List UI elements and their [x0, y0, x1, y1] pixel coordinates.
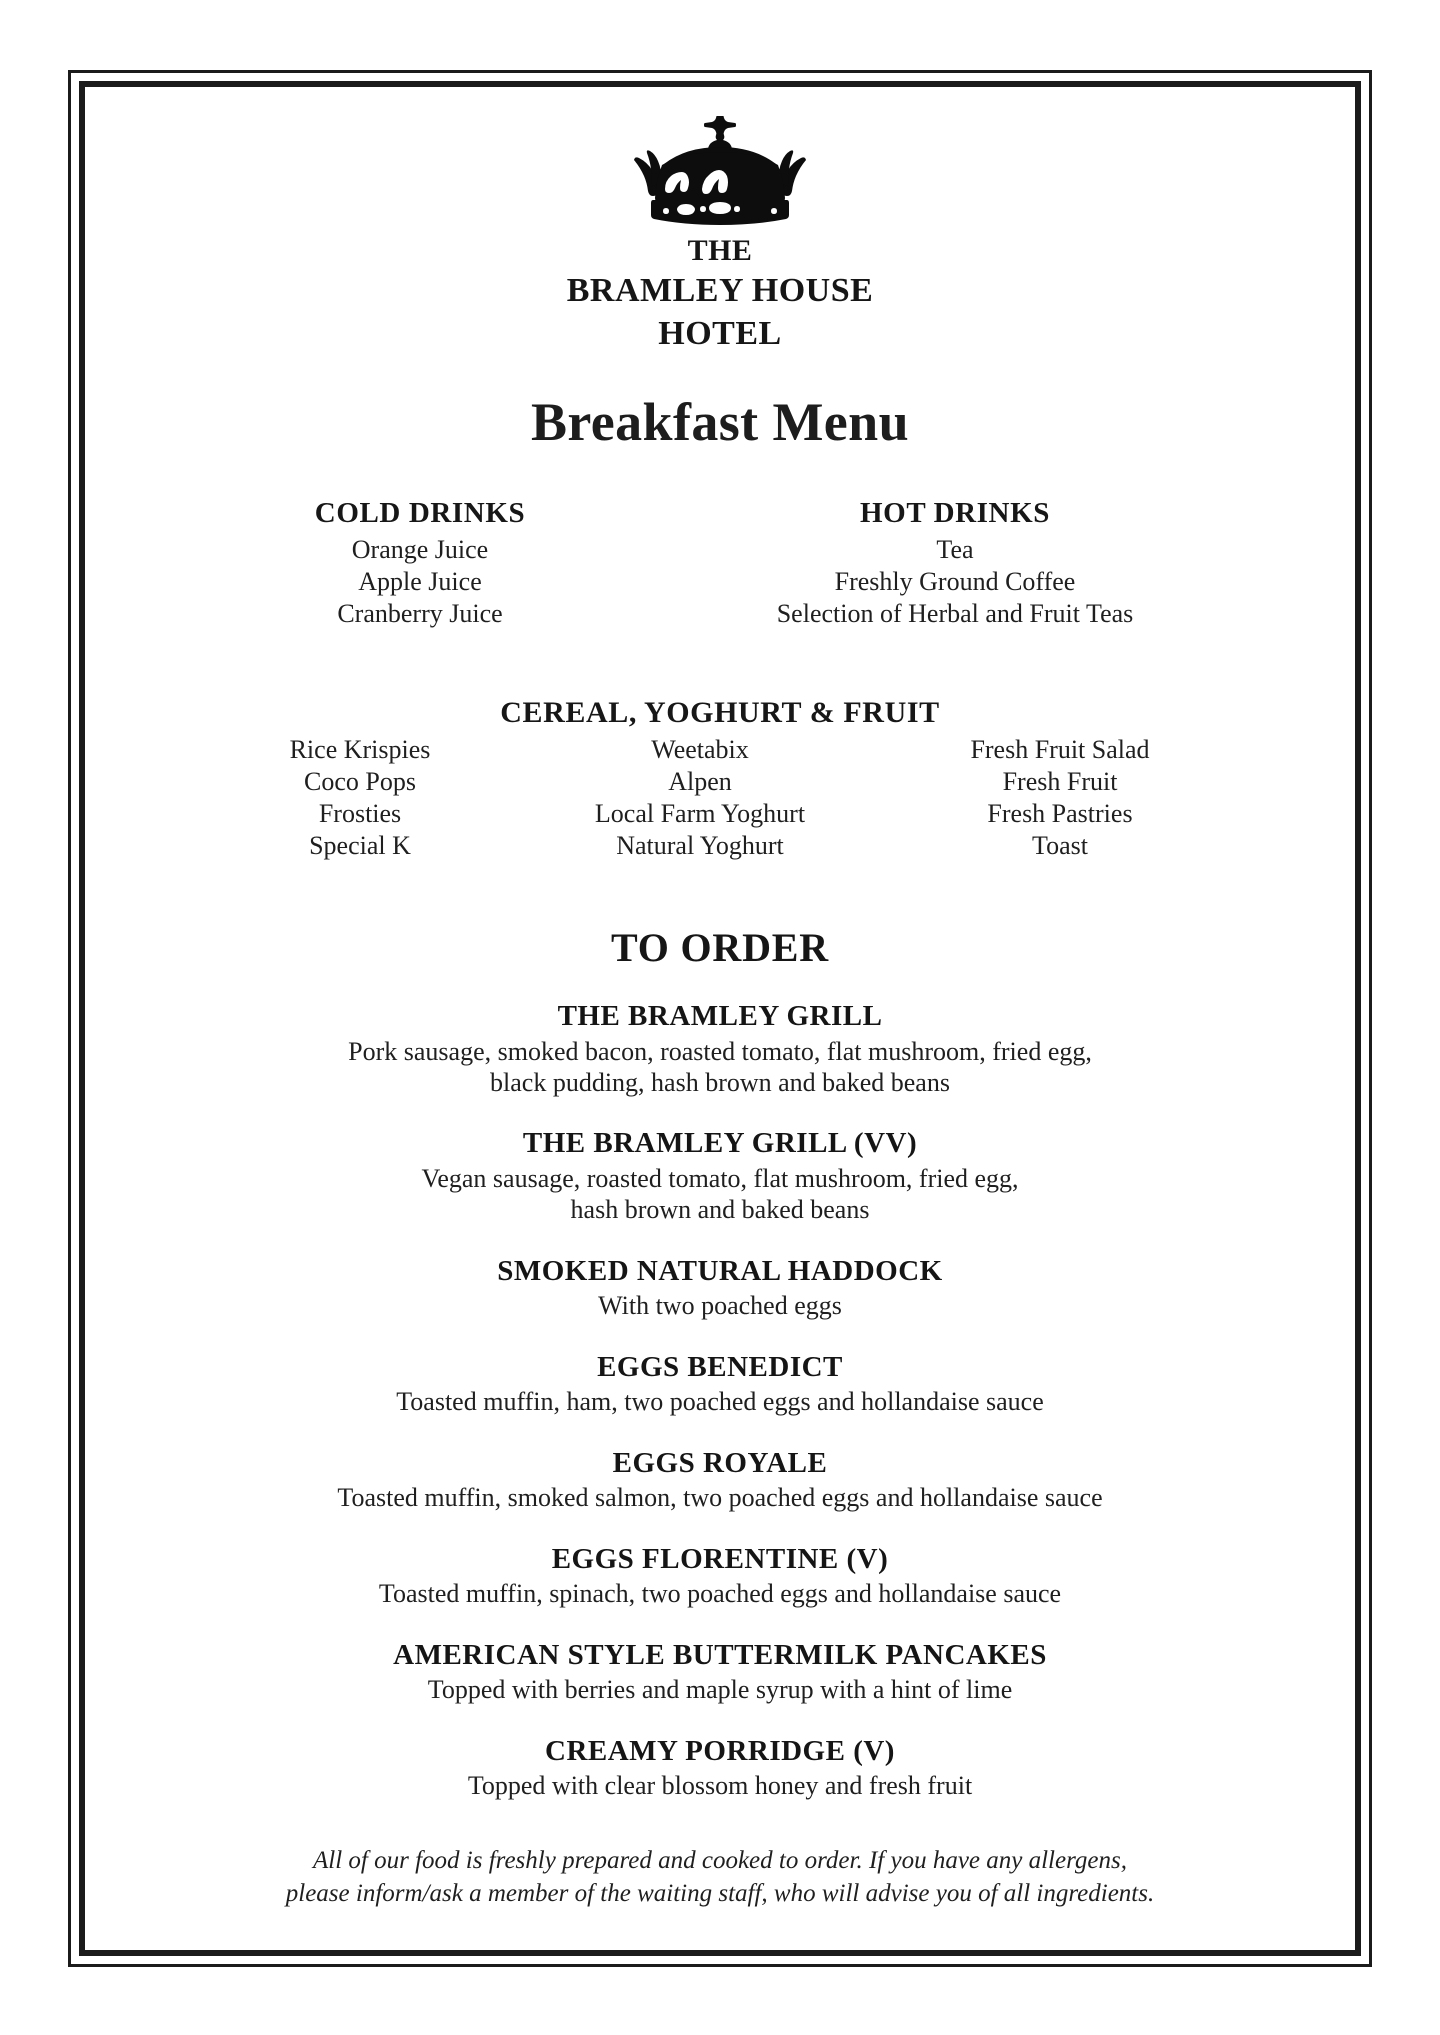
dish-name: EGGS ROYALE: [612, 1446, 828, 1479]
menu-item: Selection of Herbal and Fruit Teas: [776, 599, 1134, 629]
menu-item: Apple Juice: [358, 567, 482, 597]
menu-item: Tea: [936, 535, 974, 565]
dish-name: THE BRAMLEY GRILL: [557, 1000, 883, 1033]
dish-entry: [96, 999, 1344, 1098]
dish-entry: [96, 1126, 1344, 1225]
dish-description: [96, 1163, 1344, 1225]
menu-item: Freshly Ground Coffee: [834, 567, 1076, 597]
cereal-section: [96, 696, 1344, 862]
menu-item: Special K: [309, 831, 411, 861]
menu-item: Rice Krispies: [289, 735, 431, 765]
menu-item: Fresh Fruit: [1002, 767, 1118, 797]
menu-item: Alpen: [668, 767, 732, 797]
dish-description: [96, 1036, 1344, 1098]
crown-icon: [96, 116, 1344, 226]
hotel-name: [96, 232, 1344, 355]
menu-item: Coco Pops: [304, 767, 416, 797]
dish-name: AMERICAN STYLE BUTTERMILK PANCAKES: [393, 1638, 1047, 1671]
hot-drinks-heading: HOT DRINKS: [860, 497, 1050, 530]
dish-description-line: Toasted muffin, ham, two poached eggs and hollandaise sauce: [396, 1387, 1044, 1417]
dish-name: EGGS BENEDICT: [597, 1350, 843, 1383]
allergen-note-line: please inform/ask a member of the waiting staff, who will advise you of all ingredients.: [285, 1879, 1155, 1907]
cereal-column-3: [880, 734, 1240, 862]
dish-entry: [96, 1254, 1344, 1322]
menu-item: Frosties: [318, 799, 402, 829]
cold-drinks-heading: COLD DRINKS: [314, 497, 526, 530]
to-order-heading: TO ORDER: [611, 925, 829, 971]
menu-item: Fresh Fruit Salad: [970, 735, 1150, 765]
dish-description: [96, 1386, 1344, 1417]
allergen-note: [96, 1845, 1344, 1910]
dish-entry: [96, 1446, 1344, 1514]
dish-entry: [96, 1638, 1344, 1706]
dish-description: [96, 1674, 1344, 1705]
cereal-columns: [96, 734, 1344, 862]
hotel-name-line2: BRAMLEY HOUSE: [566, 271, 874, 309]
hot-drinks-column: [655, 497, 1255, 630]
dish-entry: [96, 1542, 1344, 1610]
dish-entry: [96, 1350, 1344, 1418]
dish-description: [96, 1290, 1344, 1321]
dish-name: THE BRAMLEY GRILL (VV): [522, 1127, 918, 1160]
dish-description-line: Topped with berries and maple syrup with a hint of lime: [427, 1675, 1013, 1705]
dish-description-line: Toasted muffin, smoked salmon, two poached eggs and hollandaise sauce: [337, 1483, 1103, 1513]
hotel-name-line1: THE: [687, 234, 753, 267]
menu-item: Local Farm Yoghurt: [594, 799, 806, 829]
dish-name: SMOKED NATURAL HADDOCK: [497, 1254, 943, 1287]
page-title: Breakfast Menu: [530, 392, 910, 453]
menu-content: [96, 96, 1344, 1941]
hotel-name-line3: HOTEL: [658, 314, 782, 352]
dish-description-line: Topped with clear blossom honey and fresh fruit: [467, 1771, 973, 1801]
dish-name: CREAMY PORRIDGE (V): [545, 1734, 895, 1767]
dish-name: EGGS FLORENTINE (V): [551, 1542, 889, 1575]
menu-item: Natural Yoghurt: [616, 831, 784, 861]
dish-description-line: hash brown and baked beans: [570, 1195, 870, 1225]
dish-description-line: Vegan sausage, roasted tomato, flat mushroom, fried egg,: [421, 1164, 1019, 1194]
menu-item: Weetabix: [651, 735, 749, 765]
cereal-column-1: [200, 734, 520, 862]
menu-item: Toast: [1032, 831, 1088, 861]
menu-item: Cranberry Juice: [337, 599, 503, 629]
dish-description-line: With two poached eggs: [598, 1291, 842, 1321]
cereal-column-2: [520, 734, 880, 862]
cereal-heading: CEREAL, YOGHURT & FRUIT: [500, 696, 940, 730]
allergen-note-line: All of our food is freshly prepared and cooked to order. If you have any allergens,: [313, 1847, 1127, 1875]
dish-description-line: Pork sausage, smoked bacon, roasted tomato, flat mushroom, fried egg,: [348, 1037, 1092, 1067]
dish-description: [96, 1770, 1344, 1801]
dish-description-line: Toasted muffin, spinach, two poached eggs and hollandaise sauce: [378, 1579, 1062, 1609]
cold-drinks-column: [185, 497, 655, 630]
menu-item: Orange Juice: [351, 535, 489, 565]
menu-item: Fresh Pastries: [987, 799, 1133, 829]
dish-description: [96, 1482, 1344, 1513]
dish-entry: [96, 1734, 1344, 1802]
dish-description: [96, 1578, 1344, 1609]
drinks-section: [96, 497, 1344, 630]
dish-description-line: black pudding, hash brown and baked beans: [490, 1068, 950, 1098]
